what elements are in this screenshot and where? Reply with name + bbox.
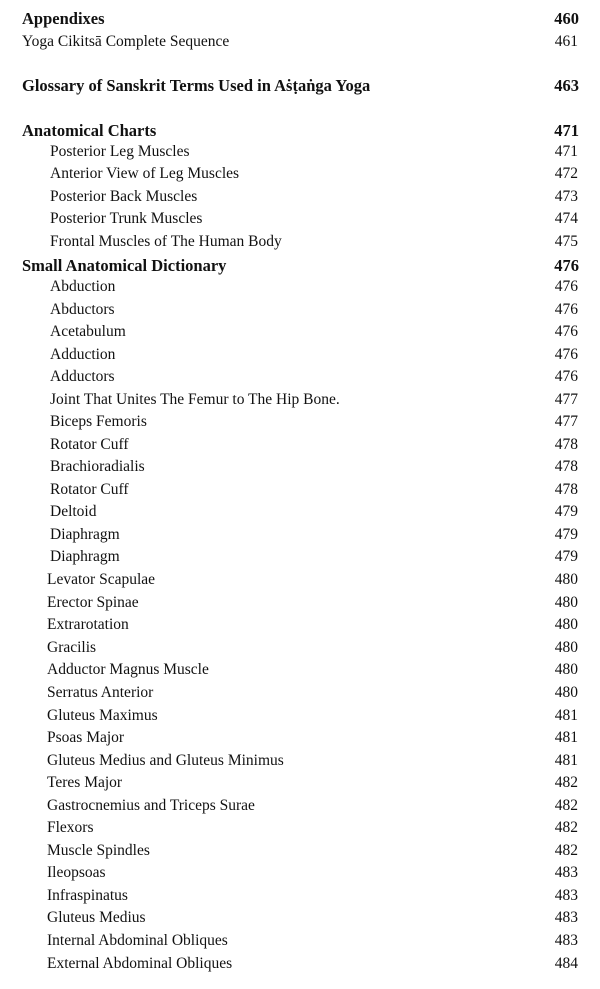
- toc-entry[interactable]: [0, 31, 600, 53]
- toc-entry-title: Extrarotation: [47, 616, 129, 633]
- toc-entry-title: Posterior Trunk Muscles: [50, 210, 203, 227]
- toc-page-number: 479: [554, 548, 578, 565]
- toc-entry[interactable]: [0, 750, 600, 772]
- toc-heading-title: Small Anatomical Dictionary: [22, 256, 227, 275]
- toc-page-number: 482: [554, 842, 578, 859]
- toc-page-number: 472: [554, 165, 578, 182]
- toc-entry-title: Adductor Magnus Muscle: [47, 661, 209, 678]
- toc-entry-title: Levator Scapulae: [47, 571, 156, 588]
- toc-entry[interactable]: [0, 772, 600, 794]
- toc-entry[interactable]: [0, 299, 600, 321]
- toc-entry[interactable]: [0, 434, 600, 456]
- toc-page-number: 480: [554, 571, 578, 588]
- toc-entry-title: Brachioradialis: [50, 458, 145, 475]
- toc-page-number: 461: [554, 33, 578, 50]
- toc-entry[interactable]: [0, 411, 600, 433]
- toc-entry[interactable]: [0, 456, 600, 478]
- toc-entry[interactable]: [0, 659, 600, 681]
- toc-page-number: 476: [554, 368, 578, 385]
- toc-entry-title: Gluteus Maximus: [47, 707, 158, 724]
- toc-page-number: 478: [554, 436, 578, 453]
- toc-entry[interactable]: [0, 141, 600, 163]
- toc-page-number: 483: [554, 887, 578, 904]
- toc-entry[interactable]: [0, 637, 600, 659]
- toc-heading-title: Appendixes: [22, 9, 105, 28]
- toc-entry-title: Infraspinatus: [47, 887, 128, 904]
- toc-entry-title: Rotator Cuff: [50, 481, 129, 498]
- toc-entry[interactable]: [0, 546, 600, 568]
- toc-page-number: 482: [554, 797, 578, 814]
- toc-entry[interactable]: [0, 953, 600, 975]
- toc-page-number: 476: [554, 346, 578, 363]
- toc-entry[interactable]: [0, 479, 600, 501]
- toc-page-number: 471: [554, 143, 578, 160]
- toc-entry-title: Posterior Back Muscles: [50, 188, 198, 205]
- toc-page-number: 479: [554, 526, 578, 543]
- toc-page-number: 476: [554, 256, 579, 275]
- toc-entry[interactable]: [0, 231, 600, 253]
- toc-entry-title: Muscle Spindles: [47, 842, 150, 859]
- toc-entry-title: Diaphragm: [50, 526, 120, 543]
- toc-entry-title: Teres Major: [47, 774, 123, 791]
- toc-heading-dictionary[interactable]: [0, 255, 600, 277]
- toc-entry[interactable]: [0, 592, 600, 614]
- toc-page-number: 475: [554, 233, 578, 250]
- toc-page-number: 480: [554, 661, 578, 678]
- toc-page-number: 476: [554, 301, 578, 318]
- toc-heading-appendixes[interactable]: [0, 8, 600, 30]
- toc-heading-glossary[interactable]: [0, 75, 600, 97]
- toc-entry[interactable]: [0, 682, 600, 704]
- toc-entry-title: Acetabulum: [50, 323, 126, 340]
- toc-entry-title: Gracilis: [47, 639, 97, 656]
- toc-entry-title: Abduction: [50, 278, 116, 295]
- toc-page-number: 476: [554, 323, 578, 340]
- toc-entry[interactable]: [0, 885, 600, 907]
- toc-entry-title: Adductors: [50, 368, 115, 385]
- toc-page-number: 482: [554, 774, 578, 791]
- toc-entry[interactable]: [0, 569, 600, 591]
- toc-page-number: 484: [554, 955, 578, 972]
- toc-entry[interactable]: [0, 524, 600, 546]
- toc-entry[interactable]: [0, 163, 600, 185]
- toc-page-number: 478: [554, 481, 578, 498]
- toc-page-number: 474: [554, 210, 578, 227]
- toc-entry[interactable]: [0, 344, 600, 366]
- toc-entry-title: Anterior View of Leg Muscles: [50, 165, 240, 182]
- toc-page-number: 460: [554, 9, 579, 28]
- toc-entry[interactable]: [0, 501, 600, 523]
- toc-entry[interactable]: [0, 930, 600, 952]
- toc-page-number: 481: [554, 729, 578, 746]
- toc-page-number: 477: [554, 413, 578, 430]
- toc-heading-title: Anatomical Charts: [22, 121, 157, 140]
- toc-entry-title: Serratus Anterior: [47, 684, 154, 701]
- toc-entry[interactable]: [0, 907, 600, 929]
- toc-entry[interactable]: [0, 276, 600, 298]
- toc-page-number: 480: [554, 594, 578, 611]
- toc-entry[interactable]: [0, 705, 600, 727]
- toc-entry-title: Posterior Leg Muscles: [50, 143, 190, 160]
- toc-page-number: 479: [554, 503, 578, 520]
- toc-heading-anatomical-charts[interactable]: [0, 120, 600, 142]
- toc-page-number: 480: [554, 616, 578, 633]
- toc-page-number: 483: [554, 932, 578, 949]
- toc-entry[interactable]: [0, 614, 600, 636]
- toc-entry[interactable]: [0, 208, 600, 230]
- toc-entry-title: Adduction: [50, 346, 116, 363]
- toc-entry-title: Erector Spinae: [47, 594, 139, 611]
- toc-entry[interactable]: [0, 817, 600, 839]
- toc-entry-title: Diaphragm: [50, 548, 120, 565]
- toc-entry-title: Gluteus Medius: [47, 909, 146, 926]
- toc-entry-title: Biceps Femoris: [50, 413, 147, 430]
- toc-page-number: 483: [554, 909, 578, 926]
- toc-page-number: 481: [554, 752, 578, 769]
- toc-entry-title: Joint That Unites The Femur to The Hip Bone.: [50, 391, 340, 408]
- toc-page-number: 477: [554, 391, 578, 408]
- toc-page-number: 482: [554, 819, 578, 836]
- toc-entry[interactable]: [0, 727, 600, 749]
- toc-heading-title: Glossary of Sanskrit Terms Used in Aṡṭaṅga Yoga: [22, 76, 371, 95]
- toc-entry[interactable]: [0, 186, 600, 208]
- toc-entry-title: Yoga Cikitsā Complete Sequence: [22, 33, 230, 50]
- toc-entry-title: Rotator Cuff: [50, 436, 129, 453]
- toc-page-number: 478: [554, 458, 578, 475]
- toc-entry[interactable]: [0, 389, 600, 411]
- toc-entry-title: Frontal Muscles of The Human Body: [50, 233, 282, 250]
- toc-entry[interactable]: [0, 366, 600, 388]
- toc-entry-title: Psoas Major: [47, 729, 125, 746]
- toc-entry-title: Abductors: [50, 301, 115, 318]
- toc-entry[interactable]: [0, 840, 600, 862]
- toc-page-number: 471: [554, 121, 579, 140]
- toc-entry-title: Flexors: [47, 819, 94, 836]
- toc-entry-title: Ileopsoas: [47, 864, 106, 881]
- toc-entry-title: Internal Abdominal Obliques: [47, 932, 228, 949]
- toc-page-number: 463: [554, 76, 579, 95]
- toc-page-number: 480: [554, 639, 578, 656]
- toc-page-number: 476: [554, 278, 578, 295]
- toc-page-number: 481: [554, 707, 578, 724]
- toc-entry[interactable]: [0, 795, 600, 817]
- toc-entry-title: Gastrocnemius and Triceps Surae: [47, 797, 255, 814]
- toc-entry-title: Gluteus Medius and Gluteus Minimus: [47, 752, 284, 769]
- toc-entry[interactable]: [0, 321, 600, 343]
- toc-entry[interactable]: [0, 862, 600, 884]
- toc-page-number: 483: [554, 864, 578, 881]
- toc-entry-title: Deltoid: [50, 503, 97, 520]
- toc-page-number: 473: [554, 188, 578, 205]
- toc-page-number: 480: [554, 684, 578, 701]
- toc-entry-title: External Abdominal Obliques: [47, 955, 233, 972]
